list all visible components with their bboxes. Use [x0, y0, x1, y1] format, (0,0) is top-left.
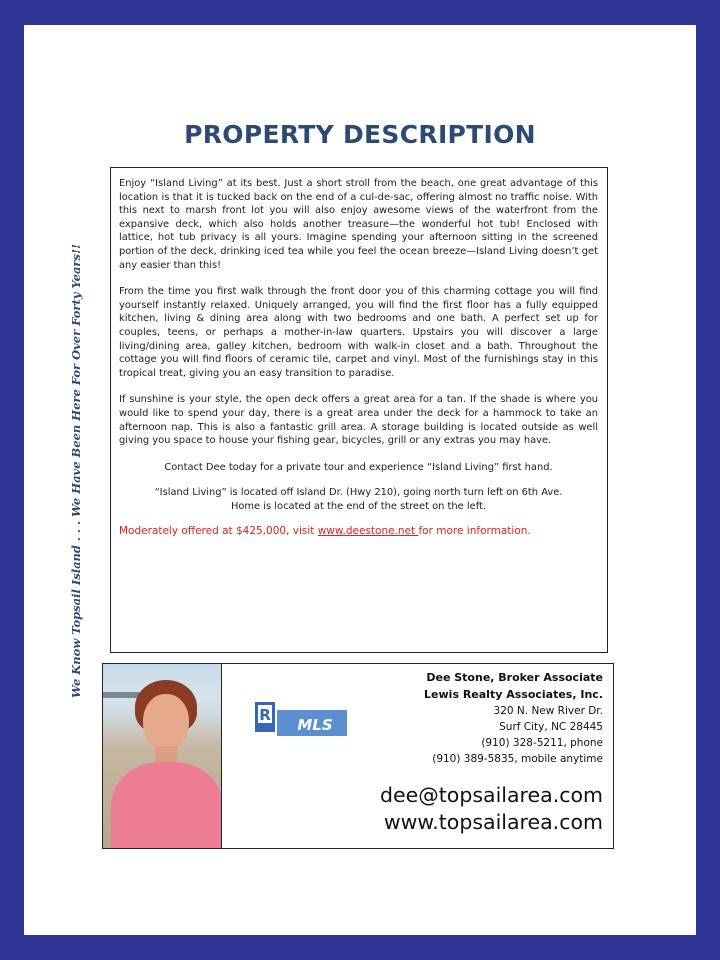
side-slogan: We Know Topsail Island . . . We Have Been Here For Over Forty Years!! [69, 243, 83, 698]
web-contacts [380, 782, 603, 836]
price-prefix: Moderately offered at $425,000, visit [119, 525, 318, 538]
description-box [110, 167, 608, 653]
description-paragraph-1: Enjoy “Island Living” at its best. Just a short stroll from the beach, one great advantage of this location is that it is tucked back on the end of a cul-de-sac, offering almost no traffic noise. With this next to marsh front lot you will also enjoy awesome views of the waterfront from the expansive deck, which also holds another treasure—the wonderful hot tub! Enclosed with lattice, hot tub privacy is all yours. Imagine spending your afternoon sitting in the screened portion of the deck, drinking iced tea while you feel the ocean breeze—Island Living doesn’t get any easier than this! [119, 178, 598, 271]
price-line [119, 525, 598, 539]
description-paragraph-3: If sunshine is your style, the open deck offers a great area for a tan. If the shade is where you would like to spend your day, there is a great area under the deck for a hammock to take an afternoon nap. This is also a fantastic grill area. A storage building is located outside as well giving you space to house your fishing gear, bicycles, grill or any extras you may have. [119, 394, 598, 447]
description-paragraph-2: From the time you first walk through the front door you of this charming cottage you will find yourself instantly relaxed. Uniquely arranged, you will find the first floor has a fully equipped kitchen, living & dining area along with two bedrooms and one bath. A perfect set up for couples, teens, or perhaps a mother-in-law quarters. Upstairs you will discover a large living/dining area, galley kitchen, bedroom with walk-in closet and a bath. Throughout the cottage you will find floors of ceramic tile, carpet and vinyl. Most of the furnishings stay in this tropical treat, giving you an easy transition to paradise. [119, 286, 598, 379]
agent-card [102, 663, 614, 849]
agent-phone: (910) 328-5211, phone [481, 737, 603, 749]
mls-text: MLS [297, 716, 333, 734]
price-suffix: for more information. [418, 525, 531, 538]
agent-street: 320 N. New River Dr. [493, 705, 603, 717]
agent-name: Dee Stone, Broker Associate [426, 671, 603, 684]
agent-city: Surf City, NC 28445 [499, 721, 603, 733]
realtor-r-letter: R [259, 706, 271, 724]
directions [119, 486, 598, 513]
agent-website[interactable]: www.topsailarea.com [383, 810, 603, 834]
contact-block [424, 669, 603, 767]
website-link[interactable]: www.deestone.net [317, 525, 419, 538]
page-title: PROPERTY DESCRIPTION [184, 120, 536, 149]
directions-line-1: “Island Living” is located off Island Dr. (Hwy 210), going north turn left on 6th Ave. [154, 487, 563, 499]
agent-email[interactable]: dee@topsailarea.com [380, 783, 603, 807]
shirt-shape [111, 762, 222, 848]
agent-mobile: (910) 389-5835, mobile anytime [432, 753, 603, 765]
mls-logo-icon [255, 702, 351, 744]
agent-photo [103, 664, 222, 848]
face-shape [143, 694, 189, 750]
directions-line-2: Home is located at the end of the street on the left. [230, 500, 487, 512]
agent-company: Lewis Realty Associates, Inc. [424, 688, 603, 701]
contact-line: Contact Dee today for a private tour and experience “Island Living” first hand. [164, 461, 553, 473]
